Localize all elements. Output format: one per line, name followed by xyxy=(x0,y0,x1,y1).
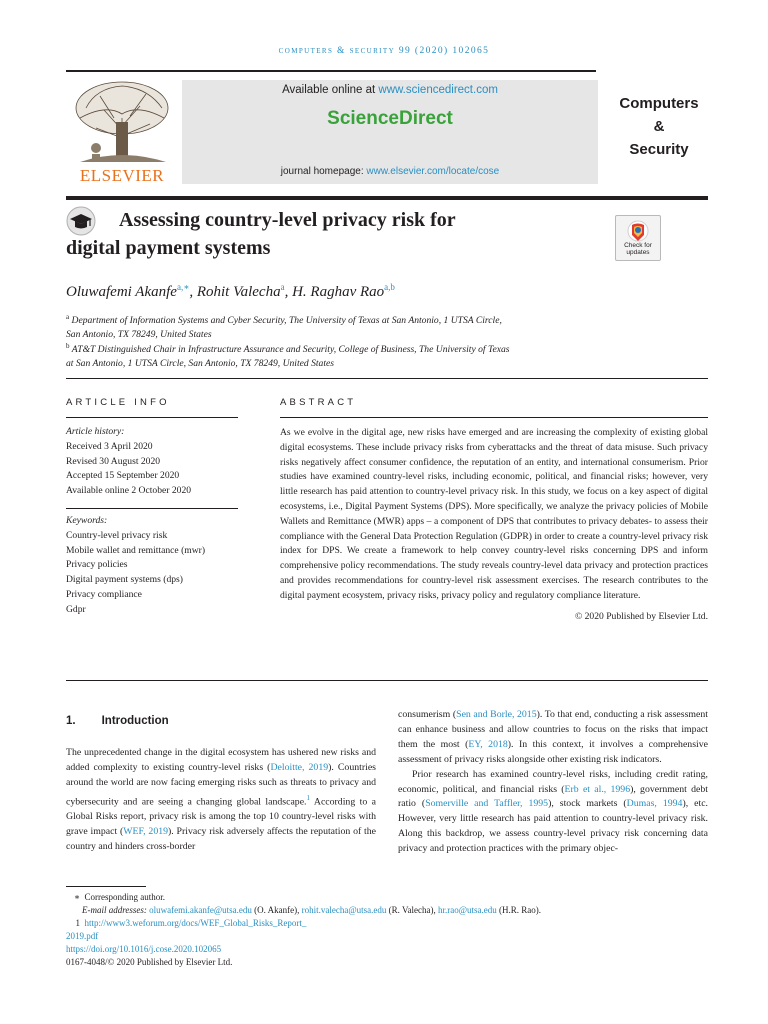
keyword: Country-level privacy risk xyxy=(66,529,168,541)
keyword: Privacy policies xyxy=(66,559,128,571)
paragraph-text: Prior research has examined country-level risks, including credit rating, economic, political, and financial risks ( xyxy=(398,768,708,795)
crossmark-label-1: Check for xyxy=(624,242,652,249)
sciencedirect-logo: ScienceDirect xyxy=(327,108,453,129)
article-title xyxy=(66,206,626,262)
footnotes xyxy=(66,891,706,969)
keyword: Digital payment systems (dps) xyxy=(66,574,183,586)
available-online xyxy=(182,84,598,96)
sciencedirect-banner xyxy=(182,80,598,184)
author-name: H. Raghav Rao xyxy=(292,284,385,300)
journal-name-line: Computers xyxy=(619,95,699,112)
author-name: Rohit Valecha xyxy=(196,284,281,300)
affiliation-line: Department of Information Systems and Cyber Security, The University of Texas at San Antonio, 1 UTSA Circle, xyxy=(71,315,502,327)
footnote-mark: 1 xyxy=(75,918,80,928)
citation-link[interactable]: Erb et al., 1996 xyxy=(564,783,631,795)
crossmark-label-2: updates xyxy=(626,249,650,256)
elsevier-logo xyxy=(66,78,178,188)
footnote-ref[interactable]: 1 xyxy=(306,793,311,802)
paragraph-text: ). In this context, it involves a comprehensive assessment of privacy risks alongside other existing risk indicators. xyxy=(398,738,708,765)
available-prefix: Available online at xyxy=(282,84,379,96)
intro-paragraph xyxy=(66,746,376,855)
running-head: computers & security 99 (2020) 102065 xyxy=(278,46,490,56)
journal-homepage xyxy=(182,166,598,177)
email-link[interactable]: rohit.valecha@utsa.edu xyxy=(301,905,387,915)
abstract-heading: ABSTRACT xyxy=(280,397,357,408)
abstract-text: As we evolve in the digital age, new risks have emerged and are increasing the complexity of existing global digital ecosystems. These include privacy risks from cyberattacks and the threat of data misuse. Such privacy risks negatively affect consumer confidence, the reputation of an entity, and international consumerism. Prior studies have examined country-level risks, including economic, political, and financial risks; however, very little research has paid attention to country-level privacy risk. In this study, we focus on a key aspect of digital ecosystems, i.e., Digital Payment Systems (DPS). More specifically, we analyze the privacy policies of Mobile Wallets and Remittance (MWR) apps – a component of DPS that contributes to privacy debates- to assess their compliance with the General Data Protection Regulation (GDPR) in order to create a country-level privacy risk index for DPS. We create a framework to help convey country-level risks concerning DPS and inform comprehensive policy recommendations. The study reveals country-level data privacy and protection practices and provides recommendations for country-level risk assessment exercises. The research contributes to the digital payment ecosystem, privacy risks, privacy policy and regulatory compliance literature. xyxy=(280,427,708,601)
body-rule xyxy=(66,680,708,681)
author-affiliation-mark[interactable]: a,∗ xyxy=(176,282,190,292)
keywords-rule xyxy=(66,508,238,509)
citation-link[interactable]: EY, 2018 xyxy=(468,738,508,750)
keyword: Mobile wallet and remittance (mwr) xyxy=(66,544,206,556)
citation-link[interactable]: WEF, 2019 xyxy=(123,825,169,837)
sciencedirect-link[interactable]: www.sciencedirect.com xyxy=(378,84,498,96)
keywords xyxy=(66,514,242,618)
citation-link[interactable]: Sen and Borle, 2015 xyxy=(456,709,537,720)
footnote-url-continued[interactable]: 2019.pdf xyxy=(66,931,99,941)
intro-paragraph xyxy=(398,708,708,768)
email-link[interactable]: hr.rao@utsa.edu xyxy=(438,905,497,915)
paragraph-text: ). Countries around the world are now facing emerging risks such as threats to privacy and cybersecurity and are seeing a changing global landscape. xyxy=(66,761,376,807)
affiliation-mark: b xyxy=(66,342,70,350)
citation-link[interactable]: Dumas, 1994 xyxy=(626,798,683,810)
journal-name xyxy=(604,80,714,184)
keyword: Privacy compliance xyxy=(66,588,142,600)
corresponding-text: Corresponding author. xyxy=(84,892,165,902)
keyword: Gdpr xyxy=(66,603,86,615)
paragraph-text: ), etc. However, very little research has paid attention to country-level privacy risk. Along this backdrop, we assess country-level privacy risk concerning data privacy and protection practices with the primary objec- xyxy=(398,798,709,855)
doi-link[interactable]: https://doi.org/10.1016/j.cose.2020.102065 xyxy=(66,944,222,954)
paragraph-text: consumerism ( xyxy=(398,709,457,720)
citation-link[interactable]: Deloitte, 2019 xyxy=(270,761,329,773)
affiliation-rule xyxy=(66,378,708,379)
journal-name-line: Security xyxy=(629,141,689,158)
section-title: Introduction xyxy=(101,715,169,727)
affiliation-a xyxy=(66,310,626,342)
paragraph-text: According to a Global Risks report, privacy risk is among the top 10 country-level risks with grave impact ( xyxy=(66,795,376,837)
issn-line: 0167-4048/© 2020 Published by Elsevier Ltd. xyxy=(66,957,233,967)
email-label: E-mail addresses: xyxy=(82,905,150,915)
footnote-mark: ∗ xyxy=(73,892,80,902)
affiliation-mark: a xyxy=(66,313,70,321)
abstract-copyright: © 2020 Published by Elsevier Ltd. xyxy=(574,610,708,622)
homepage-prefix: journal homepage: xyxy=(280,166,367,177)
paragraph-text: ). To that end, conducting a risk assessment can enhance business and allow countries to focus on the risks that impact them the most ( xyxy=(398,709,708,750)
paragraph-text: ). Privacy risk adversely affects the reputation of the country and hinders cross-border xyxy=(66,825,376,852)
abstract-rule xyxy=(280,417,708,418)
section-number: 1. xyxy=(66,715,76,727)
footnote-rule xyxy=(66,886,146,887)
journal-name-line: & xyxy=(653,118,665,135)
affiliation-line: at San Antonio, 1 UTSA Circle, San Antonio, TX 78249, United States xyxy=(66,358,335,370)
affiliation-b xyxy=(66,339,626,371)
footnote-1 xyxy=(66,917,706,930)
article-history xyxy=(66,425,242,499)
author-list: Oluwafemi Akanfe$^{a,∗}$, Rohit Valecha$^a$, H. Raghav Rao$^{a,b}$ xyxy=(66,282,395,300)
paragraph-text: ), government debt ratio ( xyxy=(398,783,708,810)
abstract xyxy=(280,426,708,624)
keywords-label: Keywords: xyxy=(66,515,108,526)
article-info-heading: ARTICLE INFO xyxy=(66,397,170,408)
affiliation-line: San Antonio, TX 78249, United States xyxy=(66,329,212,341)
title-line-1: Assessing country-level privacy risk for xyxy=(119,209,456,231)
intro-left-column xyxy=(66,746,376,855)
elsevier-wordmark: ELSEVIER xyxy=(79,166,165,185)
email-owner: (H.R. Rao). xyxy=(496,905,542,915)
history-item: Accepted 15 September 2020 xyxy=(66,470,180,482)
email-link[interactable]: oluwafemi.akanfe@utsa.edu xyxy=(149,905,252,915)
author-affiliation-mark[interactable]: a,b xyxy=(384,282,395,292)
history-item: Available online 2 October 2020 xyxy=(66,485,192,497)
intro-right-column xyxy=(398,708,708,857)
footnote-url[interactable]: http://www3.weforum.org/docs/WEF_Global_Risks_Report_ xyxy=(84,918,307,928)
paragraph-text: The unprecedented change in the digital ecosystem has ushered new risks and added complexity to existing country-level risks ( xyxy=(66,747,376,773)
citation-link[interactable]: Somerville and Taffler, 1995 xyxy=(425,798,549,810)
author-name: Oluwafemi Akanfe xyxy=(66,284,177,300)
title-line-2: digital payment systems xyxy=(66,237,271,259)
history-label: Article history: xyxy=(66,426,125,437)
paragraph-text: ), stock markets ( xyxy=(548,798,627,810)
affiliation-line: AT&T Distinguished Chair in Infrastructure Assurance and Security, College of Business, The University of Texas xyxy=(71,344,510,356)
author-affiliation-mark[interactable]: a xyxy=(280,282,285,292)
check-for-updates-button[interactable] xyxy=(615,215,661,261)
header-thick-rule xyxy=(66,196,708,200)
section-heading xyxy=(66,715,169,727)
journal-homepage-link[interactable]: www.elsevier.com/locate/cose xyxy=(366,166,500,177)
top-rule xyxy=(66,70,596,72)
email-owner: (O. Akanfe), xyxy=(251,905,302,915)
article-info-rule xyxy=(66,417,238,418)
email-addresses xyxy=(66,904,706,917)
corresponding-note xyxy=(66,891,706,904)
intro-paragraph xyxy=(398,768,708,857)
history-item: Received 3 April 2020 xyxy=(66,440,153,452)
email-owner: (R. Valecha), xyxy=(386,905,438,915)
history-item: Revised 30 August 2020 xyxy=(66,455,161,467)
